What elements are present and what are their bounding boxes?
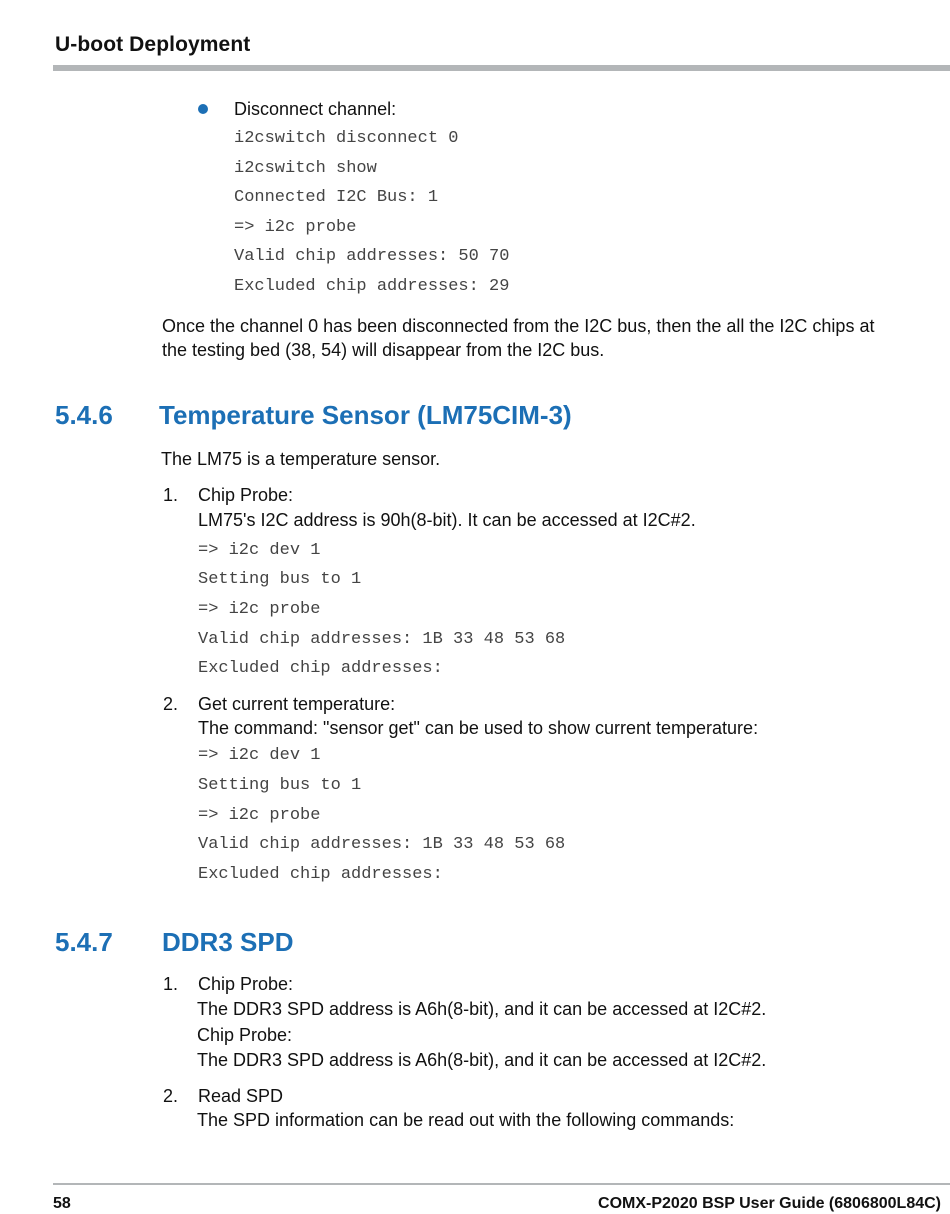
code-line: => i2c dev 1 bbox=[198, 541, 321, 560]
code-line: i2cswitch disconnect 0 bbox=[234, 129, 459, 148]
code-line: Valid chip addresses: 1B 33 48 53 68 bbox=[198, 630, 566, 649]
list-number: 2. bbox=[163, 1086, 179, 1106]
list-item-desc: The DDR3 SPD address is A6h(8-bit), and it can be accessed at I2C#2. bbox=[197, 1050, 767, 1070]
section-title: DDR3 SPD bbox=[162, 927, 294, 957]
bullet-icon bbox=[198, 104, 208, 114]
code-line: i2cswitch show bbox=[234, 159, 377, 178]
list-item-desc: The SPD information can be read out with the following commands: bbox=[197, 1110, 735, 1130]
code-line: => i2c probe bbox=[198, 806, 321, 825]
code-line: Excluded chip addresses: bbox=[198, 865, 443, 884]
code-line: Valid chip addresses: 1B 33 48 53 68 bbox=[198, 835, 566, 854]
code-line: Connected I2C Bus: 1 bbox=[234, 188, 439, 207]
section-intro: The LM75 is a temperature sensor. bbox=[161, 449, 441, 469]
code-line: Setting bus to 1 bbox=[198, 570, 362, 589]
header-rule bbox=[53, 65, 950, 71]
section-number: 5.4.7 bbox=[55, 927, 113, 957]
list-item-label: Get current temperature: bbox=[198, 694, 396, 714]
code-line: Setting bus to 1 bbox=[198, 776, 362, 795]
list-item-desc: The DDR3 SPD address is A6h(8-bit), and it can be accessed at I2C#2. bbox=[197, 999, 767, 1019]
code-line: Excluded chip addresses: 29 bbox=[234, 277, 510, 296]
paragraph-line: the testing bed (38, 54) will disappear from the I2C bus. bbox=[162, 340, 605, 360]
list-number: 1. bbox=[163, 485, 179, 505]
list-item-label: Chip Probe: bbox=[198, 974, 294, 994]
list-item-label: Chip Probe: bbox=[198, 485, 294, 505]
list-item-label: Chip Probe: bbox=[197, 1025, 293, 1045]
footer-rule bbox=[53, 1183, 950, 1185]
list-number: 1. bbox=[163, 974, 179, 994]
list-item-desc: LM75's I2C address is 90h(8-bit). It can be accessed at I2C#2. bbox=[198, 510, 696, 530]
bullet-label: Disconnect channel: bbox=[234, 99, 397, 119]
section-title: Temperature Sensor (LM75CIM-3) bbox=[159, 400, 572, 430]
section-number: 5.4.6 bbox=[55, 400, 113, 430]
list-item-desc: The command: "sensor get" can be used to show current temperature: bbox=[198, 718, 759, 738]
code-line: Excluded chip addresses: bbox=[198, 659, 443, 678]
page-number: 58 bbox=[53, 1195, 71, 1212]
code-line: => i2c probe bbox=[198, 600, 321, 619]
list-number: 2. bbox=[163, 694, 179, 714]
code-line: => i2c dev 1 bbox=[198, 746, 321, 765]
code-line: => i2c probe bbox=[234, 218, 357, 237]
list-item-label: Read SPD bbox=[198, 1086, 284, 1106]
code-line: Valid chip addresses: 50 70 bbox=[234, 247, 510, 266]
page-header-title: U-boot Deployment bbox=[55, 33, 251, 56]
paragraph-line: Once the channel 0 has been disconnected from the I2C bus, then the all the I2C chips at bbox=[162, 316, 875, 336]
footer-doc-title: COMX-P2020 BSP User Guide (6806800L84C) bbox=[598, 1195, 941, 1212]
